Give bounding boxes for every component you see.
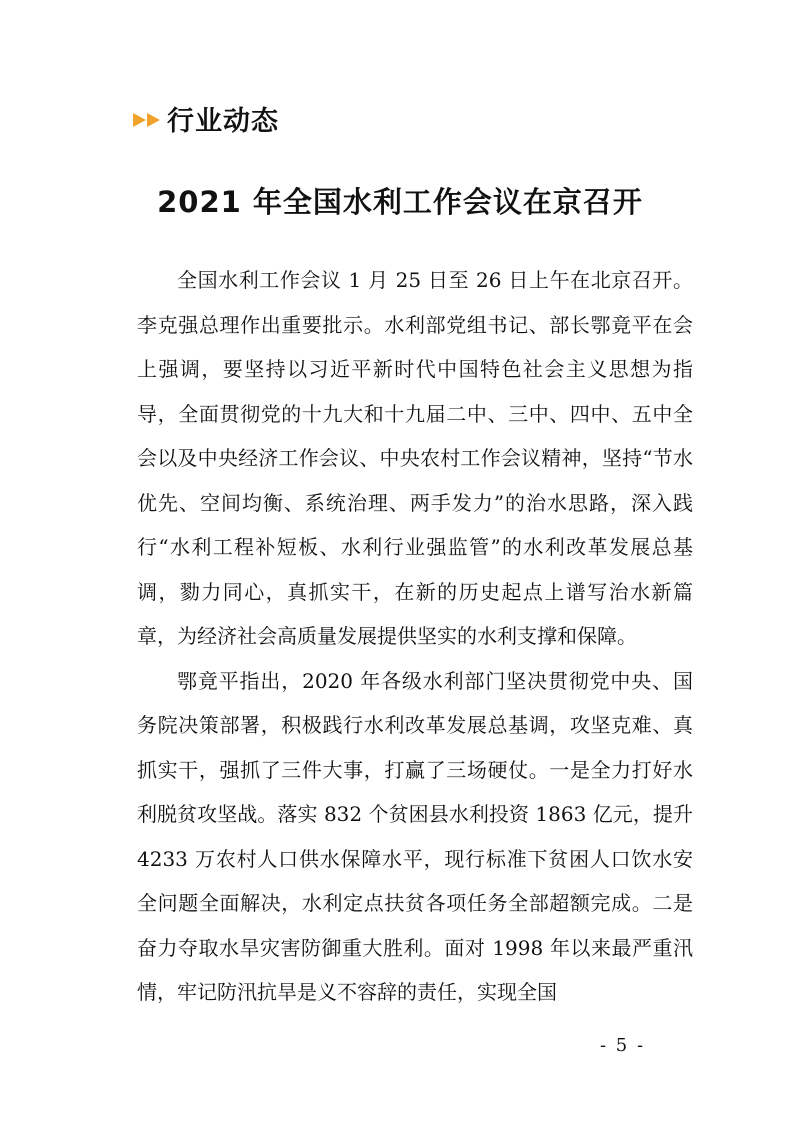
section-title: 行业动态 <box>167 105 279 137</box>
double-arrow-icon <box>133 113 161 127</box>
article-body <box>137 258 693 1015</box>
arrow-shape <box>147 113 160 127</box>
arrow-shape <box>133 113 146 127</box>
paragraph: 鄂竟平指出，2020 年各级水利部门坚决贯彻党中央、国务院决策部署，积极践行水利改革发展总基调，攻坚克难、真抓实干，强抓了三件大事，打赢了三场硬仗。一是全力打好水利脱贫攻坚战。落实 832 个贫困县水利投资 1863 亿元，提升 4233 万农村人口供水保障水平，现行标准下贫困人口饮水安全问题全面解决，水利定点扶贫各项任务全部超额完成。二是奋力夺取水旱灾害防御重大胜利。面对 1998 年以来最严重汛情，牢记防汛抗旱是义不容辞的责任，实现全国 <box>137 668 693 1004</box>
paragraph: 全国水利工作会议 1 月 25 日至 26 日上午在北京召开。李克强总理作出重要批示。水利部党组书记、部长鄂竟平在会上强调，要坚持以习近平新时代中国特色社会主义思想为指导，全面贯彻党的十九大和十九届二中、三中、四中、五中全会以及中央经济工作会议、中央农村工作会议精神，坚持“节水优先、空间均衡、系统治理、两手发力”的治水思路，深入践行“水利工程补短板、水利行业强监管”的水利改革发展总基调，勠力同心，真抓实干，在新的历史起点上谱写治水新篇章，为经济社会高质量发展提供坚实的水利支撑和保障。 <box>137 268 693 648</box>
section-header <box>133 98 279 138</box>
article-title: 2021 年全国水利工作会议在京召开 <box>157 185 643 219</box>
page-number: - 5 - <box>600 1035 646 1056</box>
